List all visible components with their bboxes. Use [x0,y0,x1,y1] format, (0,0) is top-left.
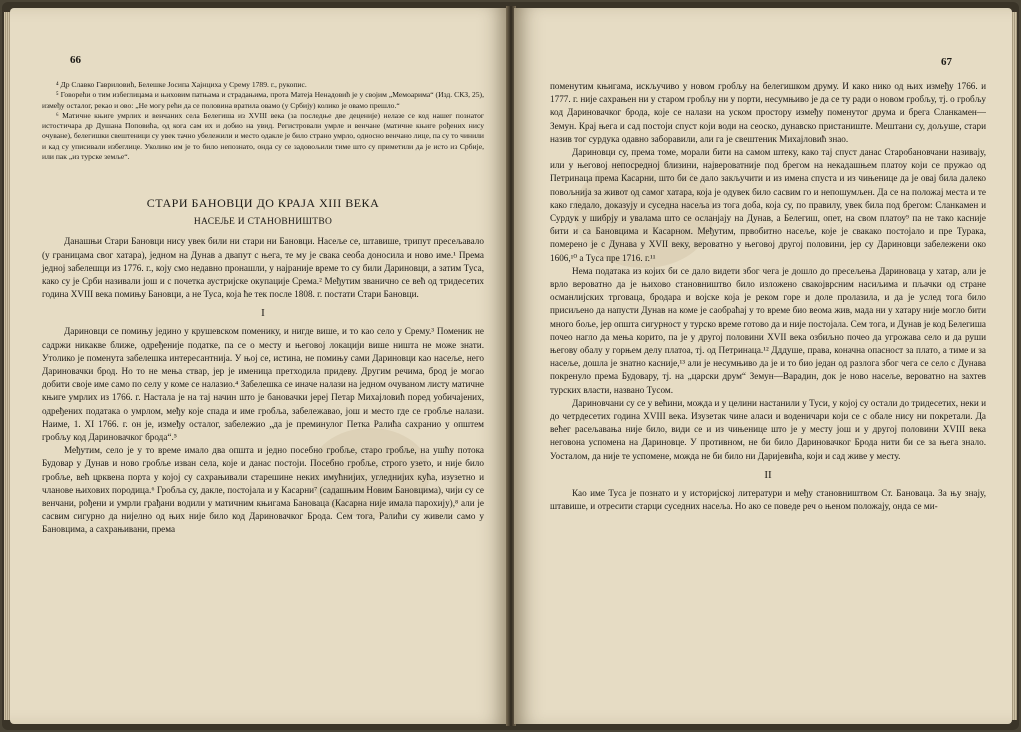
chapter-title: СТАРИ БАНОВЦИ ДО КРАЈА XIII ВЕКА [146,196,380,211]
footnote: ⁴ Др Славко Гавриловић, Белешке Јосипа Хајнциха у Срему 1789. г., рукопис. [56,80,307,89]
right-page [514,8,1012,724]
body-paragraph: Дариновци су, према томе, морали бити на самом штеку, како тај спуст данас Старобановчани називају, или у његовој непосредној близини, највероватније под брегом на некадашњем платоу који се пружао од Петринаца према Касарни, што би се дало закључити и из имена спуста и из чињенице да је овај била далеко повољнија за живот од самог хатара, која је одувек било сасвим го и непошумљен. Да се на положај места и те како гледало, доказују и суседна насеља из тога доба, која су, по правилу, увек била под брегом: Сланкамен и Сурдук у шибрју и увалама што се осланјају на Дунав, а Белегиш, опет, на свом платоу⁹ па не тако касније бити и са Бановцима и Касарном. Међутим, првобитно насеље, које је свакако постојало и пре Турака, померено је с Дунава у XVII веку, вероватно у његовој другој половини, јер су Дариновци забележени око 1606,¹⁰ а Туса пре 1716. г.¹¹ [550,147,986,263]
intro-paragraph: Данашњи Стари Бановци нису увек били ни стари ни Бановци. Насеље се, штавише, трипут пресељавало (у границама свог хатара), једном на Дунав а двапут с њега, те му је свака сеоба доносила и ново име.¹ Према једној забелешци из 1776. г., коју смо недавно пронашли, у најраније време то су били Дариновци, а затим Туса, како су је Срби називали још и с почетка аустријске окупације Срема.² Међутим званично се већ од тридесетих година XVIII века помињу Бановци, а не Туса, која ће тек после 1808. г. постати Стари Бановци. [42,236,484,300]
footnote: ⁶ Матичне књиге умрлих и венчаних села Белегиша из XVIII века (за последње две деценије) нелазе се код нашег познатог истостичара др Душана Поповића, од кога сам их и добио на увид. Регистровали умрле и венчане (матичне књиге рођених нису очуване), белегишки свештеници су увек тачно убележили и место одакле је било страно умрло, односно венчано лице, па су то чинили и кад су уписивали избеглице. Уколико им је то било непознато, онда су се задовољили тиме што су приметили да је исто из Србије, или пак „из турске земље“. [42,110,484,162]
body-paragraph: Међутим, село је у то време имало два општа и једно посебно гробље, старо гробље, на ушћу потока Будовар у Дунав и ново гробље изван села, које и данас постоји. Посебно гробље, строго узето, и није било гробље, већ црквена порта у којој су сахрањивали старешине неких имућнијих, угледнијих кућа, изузетно и чланове њихових породица.⁶ Гробља су, дакле, постојала и у Касарни⁷ (садашњим Новим Бановцима), чији су се венчани, рођени и умрли грађани водили у матичним књигама Бановаца (Касарна није имала парохију),⁸ али је сасвим сигурно да нијелно од њих није било код Дариновачког Брода. Сем тога, Ралићи су живели само у Бановцима, а сахрањивани, према [42,445,484,535]
body-paragraph: поменутим књигама, искључиво у новом гробљу на белегишком друму. И како нико од њих између 1766. и 1777. г. није сахрањен ни у старом гробљу ни у порти, несумњиво је да се ту ради о новом гробљу, тј. о гробљу код Дариновачког брода, које се налази на уском простору између поменутог друма и брега Сланкамен—Земун. Крај њега и сад постоји спуст који води на сеоско, дунавско пристаниште. Мештани су, дољуше, стари назив тог сурдука одавно заборавили, али га је свештеник Михајловић знао. [550,81,986,144]
body-paragraph: Нема података из којих би се дало видети због чега је дошло до пресељења Дариноваца у хатар, али је врло вероватно да је њихово становништво било изложено свакојврсним насиљима и пљачки од стране османлијских трговаца, бродара и војске која је реком горе и доле пролазила, и да је услед тога било присиљено да напусти Дунав на коме је саобраћај у то време био веома жив, мада ни у хатару није могло бити много боље, јер општа сигурност у турско време готово да и није постојала. Сем тога, и Дунав је код Белегиша почео нагло да мења корито, па је у другој половини XVII века озбиљно почео да угрожава село и да руши његову обалу у горњем делу платоа, тј. од Петринаца.¹² Дддуше, права, коначна опасност за плато, а тиме и за насеље, дошла је знатно касније,¹³ али је несумњиво да је и то био један од разлога због чега се село с Дунава покренуло према Будовару, тј. на „царски друм“ Земун—Варадин, док је ново насеље, вероватно на захтев турских власти, названо Тусом. [550,265,986,395]
left-page [10,8,508,724]
book-spread [2,2,1019,730]
footnotes [42,80,484,162]
section-heading: I [261,307,265,320]
left-page-content [10,8,508,724]
section-heading: II [764,468,772,481]
body-paragraph: Дариновци се помињу једино у крушевском поменику, и нигде више, и то као село у Срему.³ Поменик не садржи никакве ближе, одређеније податке, па се о месту и његовој локацији више ништа не може знати. Утолико је поменута забелешка интересантнија. У њој се, истина, не помињу сами Дариновци као насеље, него Дариновачки брод. Но то не мења ствар, јер је именица претходила придеву. Другим речима, брод је могао добити своје име само по селу у коме се налазио.⁴ Забелешка се иначе налази на једном очуваном листу матичне књиге умрлих из 1766. г. Настала је на тај начин што је бановачки јереј Петар Михајловић поред уобичајених, одређених података о умрлом, међу које спада и име гробља, забележавао, још и место где се гробље налази. Наиме, 1. XI 1766. г. он је, између осталог, забележио „да је преминулог Петка Ралића сахранио у општем гробљу код Дариновачког брода“.⁵ [42,326,484,443]
left-page-number: 66 [70,54,81,66]
footnote: ⁵ Говорећи о тим избеглицама и њиховим патњама и страдањима, прота Матеја Ненадовић је у својим „Мемоарима“ (Изд. СКЗ, 25), између осталог, рекао и ово: „Не могу рећи да се половина вратила овамо (у Србију) колико је овамо прешло.“ [42,90,484,110]
right-page-content [514,8,1012,724]
closing-paragraph: Као име Туса је познато и у историјској литератури и међу становништвом Ст. Бановаца. За њу знају, штавише, и отресити старци суседних насеља. Но ако се поведе реч о њеном положају, онда се ми- [550,487,986,512]
chapter-subtitle: НАСЕЉЕ И СТАНОВНИШТВО [193,217,333,228]
body-paragraph: Дариновчани су се у већини, можда и у целини настанили у Туси, у којој су остали до тридесетих, неки и до четрдесетих година XVIII века. Изузетак чине аласи и воденичари који се с обале нису ни покретали. Да већег расељавања није било, види се и из чињенице што је у месту још и у другој половини XVIII века неговона успомена на Дариновце. У противном, не би било Дариновачког Брода нити би се за њега знало. Уосталом, да није те успомене, можда не би било ни Даријевића, који и сад живе у месту. [550,397,986,461]
right-page-number: 67 [941,56,952,68]
